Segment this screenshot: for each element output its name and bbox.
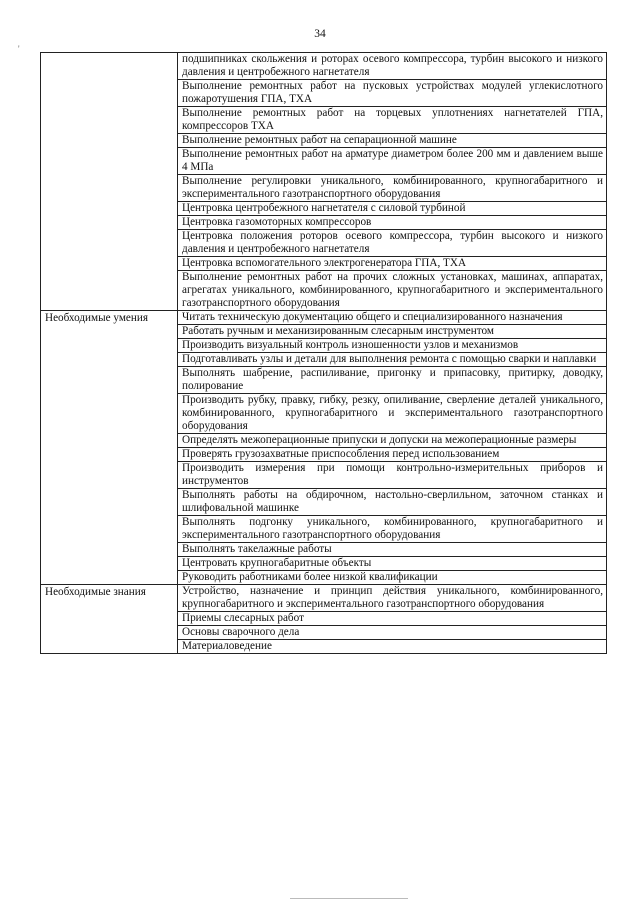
requirement-item: Выполнять работы на обдирочном, настольно-сверлильном, заточном станках и шлифовальной машинке — [178, 489, 607, 516]
section-heading — [41, 53, 178, 311]
requirement-item: Центровка центробежного нагнетателя с силовой турбиной — [178, 202, 607, 216]
requirements-table — [40, 52, 607, 654]
requirement-item: Выполнять подгонку уникального, комбинированного, крупногабаритного и экспериментального газотранспортного оборудования — [178, 516, 607, 543]
page-number: 34 — [314, 28, 326, 40]
requirement-item: Выполнять такелажные работы — [178, 543, 607, 557]
requirement-item: Читать техническую документацию общего и специализированного назначения — [178, 311, 607, 325]
bottom-scan-line — [290, 898, 408, 899]
requirement-item: Определять межоперационные припуски и допуски на межоперационные размеры — [178, 434, 607, 448]
requirement-item: Центровка газомоторных компрессоров — [178, 216, 607, 230]
requirement-item: Устройство, назначение и принцип действия уникального, комбинированного, крупногабаритного и экспериментального газотранспортного оборудования — [178, 585, 607, 612]
requirement-item: Подготавливать узлы и детали для выполнения ремонта с помощью сварки и наплавки — [178, 353, 607, 367]
requirement-item: Материаловедение — [178, 640, 607, 654]
requirement-item: Выполнение ремонтных работ на арматуре диаметром более 200 мм и давлением выше 4 МПа — [178, 148, 607, 175]
requirement-item: Производить визуальный контроль изношенности узлов и механизмов — [178, 339, 607, 353]
requirement-item: Приемы слесарных работ — [178, 612, 607, 626]
requirement-item: Выполнение ремонтных работ на прочих сложных установках, машинах, аппаратах, агрегатах уникального, комбинированного, крупногабаритного и экспериментального газотранспортного оборудования — [178, 271, 607, 311]
requirement-item: Выполнение ремонтных работ на сепарационной машине — [178, 134, 607, 148]
table-row — [41, 311, 607, 325]
requirement-item: Центровка вспомогательного электрогенератора ГПА, ТХА — [178, 257, 607, 271]
requirement-item: Проверять грузозахватные приспособления перед использованием — [178, 448, 607, 462]
section-heading: Необходимые умения — [41, 311, 178, 585]
section-heading: Необходимые знания — [41, 585, 178, 654]
requirement-item: Центровать крупногабаритные объекты — [178, 557, 607, 571]
requirement-item: Производить рубку, правку, гибку, резку, опиливание, сверление деталей уникального, комбинированного, крупногабаритного и экспериментального газотранспортного оборудования — [178, 394, 607, 434]
requirement-item: Выполнять шабрение, распиливание, пригонку и припасовку, притирку, доводку, полирование — [178, 367, 607, 394]
requirement-item: Производить измерения при помощи контрольно-измерительных приборов и инструментов — [178, 462, 607, 489]
requirement-item: Руководить работниками более низкой квалификации — [178, 571, 607, 585]
requirement-item: Центровка положения роторов осевого компрессора, турбин высокого и низкого давления и центробежного нагнетателя — [178, 230, 607, 257]
table-row — [41, 53, 607, 80]
requirement-item: Основы сварочного дела — [178, 626, 607, 640]
requirement-item: Выполнение ремонтных работ на пусковых устройствах модулей углекислотного пожаротушения ГПА, ТХА — [178, 80, 607, 107]
requirement-item: Работать ручным и механизированным слесарным инструментом — [178, 325, 607, 339]
margin-mark: ' — [18, 44, 20, 54]
requirement-item: Выполнение регулировки уникального, комбинированного, крупногабаритного и экспериментального газотранспортного оборудования — [178, 175, 607, 202]
table-row — [41, 585, 607, 612]
requirement-item: Выполнение ремонтных работ на торцевых уплотнениях нагнетателей ГПА, компрессоров ТХА — [178, 107, 607, 134]
requirement-item: подшипниках скольжения и роторах осевого компрессора, турбин высокого и низкого давления и центробежного нагнетателя — [178, 53, 607, 80]
